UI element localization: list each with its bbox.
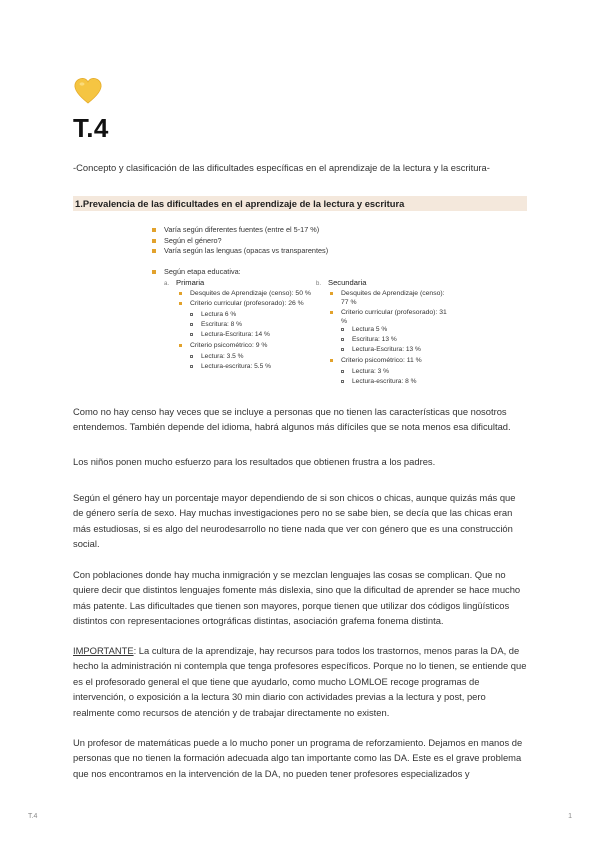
paragraph-text: : La cultura de la aprendizaje, hay recursos para todos los trastornos, menos paras la DA, de hecho la administración ni contempla que tenga profesores específicos. Porque no lo tienen, se entiende que es el profesorado general el que tiene que ayudarlo, como mucho LOMLOE recoge programas de intervención, o exposición a la lectura 30 min diario con actividades previas a la lectura y post, pero realmente como recursos de atención y de trabajar directamente no existen. (73, 645, 527, 718)
list-item: Criterio psicométrico: 11 % (341, 357, 422, 364)
list-item: Desquites de Aprendizaje (censo): 50 % (190, 290, 311, 297)
list-item: Escritura: 13 % (352, 336, 397, 343)
list-marker: a. (164, 281, 170, 287)
list-item: Lectura 6 % (201, 311, 237, 318)
bullet-icon (152, 228, 156, 232)
bullet-icon (152, 239, 156, 243)
bullet-icon (152, 249, 156, 253)
paragraph: Los niños ponen mucho esfuerzo para los resultados que obtienen frustra a los padres. (73, 456, 436, 467)
hollow-bullet-icon (341, 328, 344, 331)
bullet-icon (330, 311, 333, 314)
bullet-icon (330, 292, 333, 295)
list-item: Lectura-escritura: 8 % (352, 378, 417, 385)
secundaria-label: Secundaria (328, 278, 367, 287)
paragraph: Según el género hay un porcentaje mayor dependiendo de si son chicos o chicas, aunque quizás más que de género sería de sexo. Hay muchas investigaciones pero no se sabe bien, se decía que las chicas eran más estudiosas, si es algo del neurodesarrollo no tiene nada que ver con género que es una construcción social. (73, 492, 516, 550)
footer-label: T.4 (28, 813, 38, 820)
hollow-bullet-icon (341, 380, 344, 383)
section-heading: 1.Prevalencia de las dificultades en el aprendizaje de la lectura y escritura (73, 196, 527, 211)
list-item: Lectura 5 % (352, 326, 388, 333)
paragraph: Con poblaciones donde hay mucha inmigración y se mezclan lenguajes las cosas se complican. Que no quiere decir que distintos lenguajes fomente más dislexia, sino que la dificultad de aprender se hace mucho más patente. Las dificultades que tienen son mayores, porque tienen que utilizar dos códigos lingüísticos distintos con representaciones ortográficas distintas, asociación grafema fonema distinta. (73, 569, 521, 627)
paragraph (73, 643, 527, 720)
bullet-item: Varía según las lenguas (opacas vs transparentes) (164, 246, 329, 255)
list-item-cont: 77 % (341, 299, 357, 306)
hollow-bullet-icon (190, 323, 193, 326)
list-marker: b. (316, 281, 322, 287)
hollow-bullet-icon (190, 313, 193, 316)
hollow-bullet-icon (341, 370, 344, 373)
bullet-icon (330, 359, 333, 362)
list-item: Lectura: 3.5 % (201, 353, 244, 360)
paragraph: Un profesor de matemáticas puede a lo mucho poner un programa de reforzamiento. Dejamos en manos de personas que no tienen la formación adecuada algo tan importante como las DA. Este es el grave problema que nos encontramos en la intervención de la DA, no pueden tener profesores especializados y (73, 737, 523, 779)
list-item-cont: % (341, 318, 348, 325)
page-subtitle: -Concepto y clasificación de las dificultades específicas en el aprendizaje de la lectura y la escritura- (73, 162, 490, 173)
hollow-bullet-icon (190, 365, 193, 368)
important-label: IMPORTANTE (73, 645, 134, 656)
hollow-bullet-icon (190, 355, 193, 358)
bullet-item: Según etapa educativa: (164, 267, 241, 276)
bullet-icon (152, 270, 156, 274)
hollow-bullet-icon (190, 333, 193, 336)
list-item: Criterio curricular (profesorado): 31 (341, 309, 447, 316)
list-item: Lectura-Escritura: 14 % (201, 331, 270, 338)
hollow-bullet-icon (341, 348, 344, 351)
list-item: Criterio psicométrico: 9 % (190, 342, 268, 349)
hollow-bullet-icon (341, 338, 344, 341)
list-item: Lectura-Escritura: 13 % (352, 346, 421, 353)
bullet-item: Varía según diferentes fuentes (entre el 5-17 %) (164, 225, 320, 234)
list-item: Escritura: 8 % (201, 321, 243, 328)
list-item: Lectura: 3 % (352, 368, 390, 375)
bullet-item: Según el género? (164, 236, 222, 245)
paragraph: Como no hay censo hay veces que se incluye a personas que no tienen las características que nosotros entendemos. También depende del idioma, habrá algunos más difíciles que se nota menos esa dificultad. (73, 406, 511, 433)
list-item: Criterio curricular (profesorado): 26 % (190, 300, 304, 307)
list-item: Lectura-escritura: 5.5 % (201, 363, 271, 370)
page-number: 1 (568, 813, 572, 820)
primaria-label: Primaria (176, 278, 205, 287)
list-item: Desquites de Aprendizaje (censo): (341, 290, 445, 297)
yellow-heart-icon (73, 76, 103, 106)
bullet-icon (179, 344, 182, 347)
page-title: T.4 (73, 113, 109, 143)
bullet-icon (179, 302, 182, 305)
bullet-icon (179, 292, 182, 295)
